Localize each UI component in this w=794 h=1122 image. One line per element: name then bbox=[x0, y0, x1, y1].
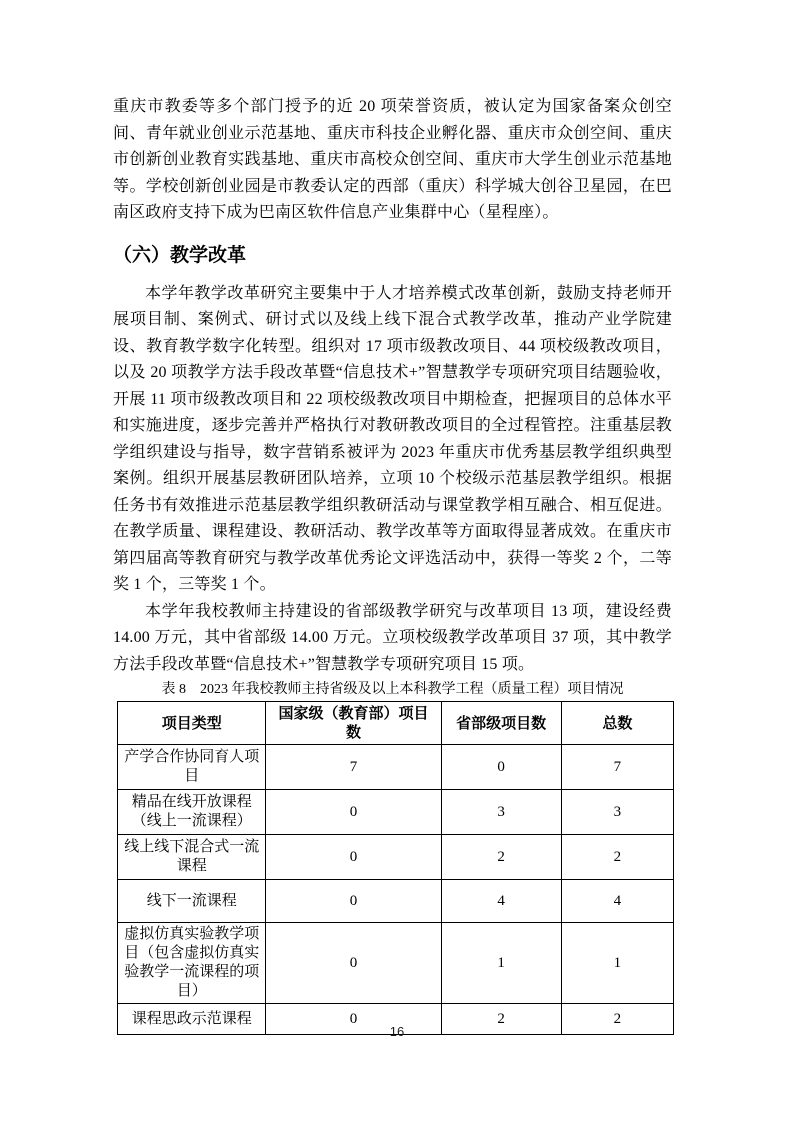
cell-provincial-count: 3 bbox=[441, 790, 561, 835]
header-national-count: 国家级（教育部）项目数 bbox=[266, 702, 441, 745]
cell-project-type: 产学合作协同育人项目 bbox=[118, 745, 266, 790]
cell-total: 3 bbox=[561, 790, 673, 835]
cell-national-count: 0 bbox=[266, 790, 441, 835]
cell-project-type: 精品在线开放课程（线上一流课程） bbox=[118, 790, 266, 835]
table-row bbox=[118, 880, 674, 923]
cell-project-type: 线上线下混合式一流课程 bbox=[118, 835, 266, 880]
cell-project-type: 虚拟仿真实验教学项目（包含虚拟仿真实验教学一流课程的项目） bbox=[118, 923, 266, 1004]
cell-total: 7 bbox=[561, 745, 673, 790]
cell-project-type: 课程思政示范课程 bbox=[118, 1004, 266, 1035]
cell-provincial-count: 0 bbox=[441, 745, 561, 790]
paragraph-teaching-reform: 本学年教学改革研究主要集中于人才培养模式改革创新，鼓励支持老师开展项目制、案例式、研讨式以及线上线下混合式教学改革，推动产业学院建设、教育教学数字化转型。组织对 17 项市级教改项目、44 项校级教改项目，以及 20 项教学方法手段改革暨“信息技术+”智慧教学专项研究项目结题验收，开展 11 项市级教改项目和 22 项校级教改项目中期检查，把握项目的总体水平和实施进度，逐步完善并严格执行对教研教改项目的全过程管控。注重基层教学组织建设与指导，数字营销系被评为 2023 年重庆市优秀基层教学组织典型案例。组织开展基层教研团队培养，立项 10 个校级示范基层教学组织。根据任务书有效推进示范基层教学组织教研活动与课堂教学相互融合、相互促进。在教学质量、课程建设、教研活动、教学改革等方面取得显著成效。在重庆市第四届高等教育研究与教学改革优秀论文评选活动中，获得一等奖 2 个，二等奖 1 个，三等奖 1 个。 bbox=[113, 284, 672, 593]
table-row bbox=[118, 745, 674, 790]
cell-national-count: 0 bbox=[266, 1004, 441, 1035]
cell-provincial-count: 1 bbox=[441, 923, 561, 1004]
table-row bbox=[118, 790, 674, 835]
projects-table bbox=[117, 701, 674, 1035]
cell-project-type: 线下一流课程 bbox=[118, 880, 266, 923]
cell-provincial-count: 2 bbox=[441, 835, 561, 880]
cell-provincial-count: 2 bbox=[441, 1004, 561, 1035]
section-heading: （六）教学改革 bbox=[113, 244, 247, 266]
cell-national-count: 0 bbox=[266, 880, 441, 923]
cell-national-count: 0 bbox=[266, 835, 441, 880]
cell-total: 2 bbox=[561, 1004, 673, 1035]
cell-total: 1 bbox=[561, 923, 673, 1004]
cell-national-count: 0 bbox=[266, 923, 441, 1004]
cell-total: 4 bbox=[561, 880, 673, 923]
table-caption: 表 8 2023 年我校教师主持省级及以上本科教学工程（质量工程）项目情况 bbox=[161, 682, 624, 697]
header-provincial-count: 省部级项目数 bbox=[441, 702, 561, 745]
header-project-type: 项目类型 bbox=[118, 702, 266, 745]
cell-national-count: 7 bbox=[266, 745, 441, 790]
table-row bbox=[118, 923, 674, 1004]
cell-provincial-count: 4 bbox=[441, 880, 561, 923]
page-number: 16 bbox=[389, 1024, 405, 1039]
table-header-row bbox=[118, 702, 674, 745]
paragraph-continuation: 重庆市教委等多个部门授予的近 20 项荣誉资质，被认定为国家备案众创空间、青年就业创业示范基地、重庆市科技企业孵化器、重庆市众创空间、重庆市创新创业教育实践基地、重庆市高校众创空间、重庆市大学生创业示范基地等。学校创新创业园是市教委认定的西部（重庆）科学城大创谷卫星园，在巴南区政府支持下成为巴南区软件信息产业集群中心（星程座）。 bbox=[113, 98, 672, 221]
paragraph-projects-summary: 本学年我校教师主持建设的省部级教学研究与改革项目 13 项，建设经费 14.00 万元，其中省部级 14.00 万元。立项校级教学改革项目 37 项，其中教学方法手段改革暨“信息技术+”智慧教学专项研究项目 15 项。 bbox=[113, 602, 672, 673]
header-total: 总数 bbox=[561, 702, 673, 745]
cell-total: 2 bbox=[561, 835, 673, 880]
table-row bbox=[118, 835, 674, 880]
